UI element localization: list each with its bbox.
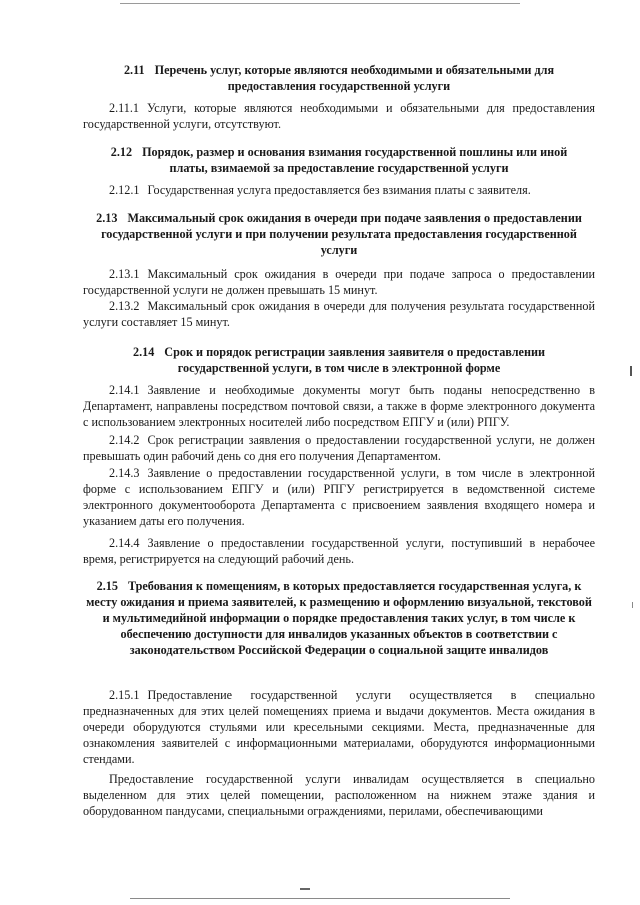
paragraph — [83, 432, 595, 464]
section-heading — [83, 210, 595, 258]
scan-margin-mark — [630, 366, 632, 376]
paragraph-number: 2.11.1 — [109, 101, 140, 115]
scan-margin-mark — [632, 602, 633, 608]
paragraph-2-14-2 — [83, 432, 595, 464]
section-2-15 — [83, 578, 595, 658]
paragraph-text: Услуги, которые являются необходимыми и обязательными для предоставления государственной услуги, отсутствуют. — [83, 101, 595, 131]
section-number: 2.15 — [96, 579, 118, 593]
section-2-11 — [83, 62, 595, 94]
section-heading — [83, 62, 595, 94]
paragraph-number: 2.13.1 — [109, 267, 140, 281]
section-heading — [83, 344, 595, 376]
paragraph-number: 2.15.1 — [109, 688, 140, 702]
paragraph-text: Максимальный срок ожидания в очереди при подаче запроса о предоставлении государственной услуги не должен превышать 15 минут. — [83, 267, 595, 297]
paragraph — [83, 687, 595, 767]
paragraph-2-14-1 — [83, 382, 595, 430]
paragraph-text: Государственная услуга предоставляется без взимания платы с заявителя. — [147, 183, 531, 197]
paragraph-number: 2.14.3 — [109, 466, 140, 480]
section-title: Срок и порядок регистрации заявления заявителя о предоставлении государственной услуги, в том числе в электронной форме — [164, 345, 546, 375]
section-number: 2.13 — [96, 211, 118, 225]
paragraph-number: 2.14.2 — [109, 433, 140, 447]
paragraph-2-11-1 — [83, 100, 595, 132]
paragraph — [83, 182, 595, 198]
section-number: 2.11 — [123, 63, 145, 77]
paragraph-text: Заявление о предоставлении государственной услуги, поступивший в нерабочее время, регистрируется на следующий рабочий день. — [83, 536, 595, 566]
section-title: Порядок, размер и основания взимания государственной пошлины или иной платы, взимаемой за предоставление государственной услуги — [142, 145, 568, 175]
paragraph-text: Предоставление государственной услуги инвалидам осуществляется в специально выделенном для этих целей помещении, расположенном на нижнем этаже здания и оборудованном пандусами, специальными ограждениями, перилами, обеспечивающими — [83, 772, 595, 818]
paragraph — [83, 382, 595, 430]
paragraph-text: Максимальный срок ожидания в очереди для получения результата государственной услуги составляет 15 минут. — [83, 299, 595, 329]
paragraph — [83, 266, 595, 298]
paragraph — [83, 465, 595, 529]
section-number: 2.14 — [132, 345, 155, 359]
paragraph — [83, 535, 595, 567]
section-number: 2.12 — [110, 145, 133, 159]
paragraph-number: 2.14.4 — [109, 536, 140, 550]
section-title: Максимальный срок ожидания в очереди при подаче заявления о предоставлении государственной услуги и при получении результата предоставления государственной услуги — [101, 211, 582, 257]
paragraph-2-14-3 — [83, 465, 595, 529]
section-heading — [83, 578, 595, 658]
paragraph-2-14-4 — [83, 535, 595, 567]
paragraph — [83, 100, 595, 132]
paragraph — [83, 298, 595, 330]
paragraph-number: 2.14.1 — [109, 383, 140, 397]
paragraph-number: 2.12.1 — [109, 183, 140, 197]
section-title: Перечень услуг, которые являются необходимыми и обязательными для предоставления государственной услуги — [154, 63, 555, 93]
scan-bottom-mark — [300, 888, 310, 890]
paragraph-2-15-1 — [83, 687, 595, 767]
paragraph-text: Заявление и необходимые документы могут быть поданы непосредственно в Департамент, направлены посредством почтовой связи, а также в форме электронного документа с использованием электронных носителей либо посредством ЕПГУ и (или) РПГУ. — [83, 383, 595, 429]
section-title: Требования к помещениям, в которых предоставляется государственная услуга, к месту ожидания и приема заявителей, к размещению и оформлению визуальной, текстовой и мультимедийной информации о порядке предоставления таких услуг, в том числе к обеспечению доступности для инвалидов указанных объектов в соответствии с законодательством Российской Федерации о социальной защите инвалидов — [86, 579, 592, 657]
paragraph-2-13-1 — [83, 266, 595, 298]
paragraph-text: Срок регистрации заявления о предоставлении государственной услуги, не должен превышать один рабочий день со дня его получения Департаментом. — [83, 433, 595, 463]
section-2-12 — [83, 144, 595, 176]
paragraph-accessibility — [83, 771, 595, 819]
scan-top-edge-line — [120, 3, 520, 4]
paragraph-text: Предоставление государственной услуги осуществляется в специально предназначенных для этих целей помещениях приема и выдачи документов. Места ожидания в очереди оборудуются стульями или кресельными секциями. Места, предназначенные для ознакомления заявителей с информационными материалами, оборудуются информационными стендами. — [83, 688, 595, 766]
paragraph — [83, 771, 595, 819]
paragraph-text: Заявление о предоставлении государственной услуги, в том числе в электронной форме с использованием ЕПГУ и (или) РПГУ регистрируется в ведомственной системе электронного документооборота Департамента с присвоением заявления входящего номера и указанием даты его получения. — [83, 466, 595, 528]
paragraph-number: 2.13.2 — [109, 299, 140, 313]
paragraph-2-12-1 — [83, 182, 595, 198]
section-2-14 — [83, 344, 595, 376]
paragraph-2-13-2 — [83, 298, 595, 330]
section-heading — [83, 144, 595, 176]
scan-bottom-edge-line — [130, 898, 510, 899]
section-2-13 — [83, 210, 595, 258]
